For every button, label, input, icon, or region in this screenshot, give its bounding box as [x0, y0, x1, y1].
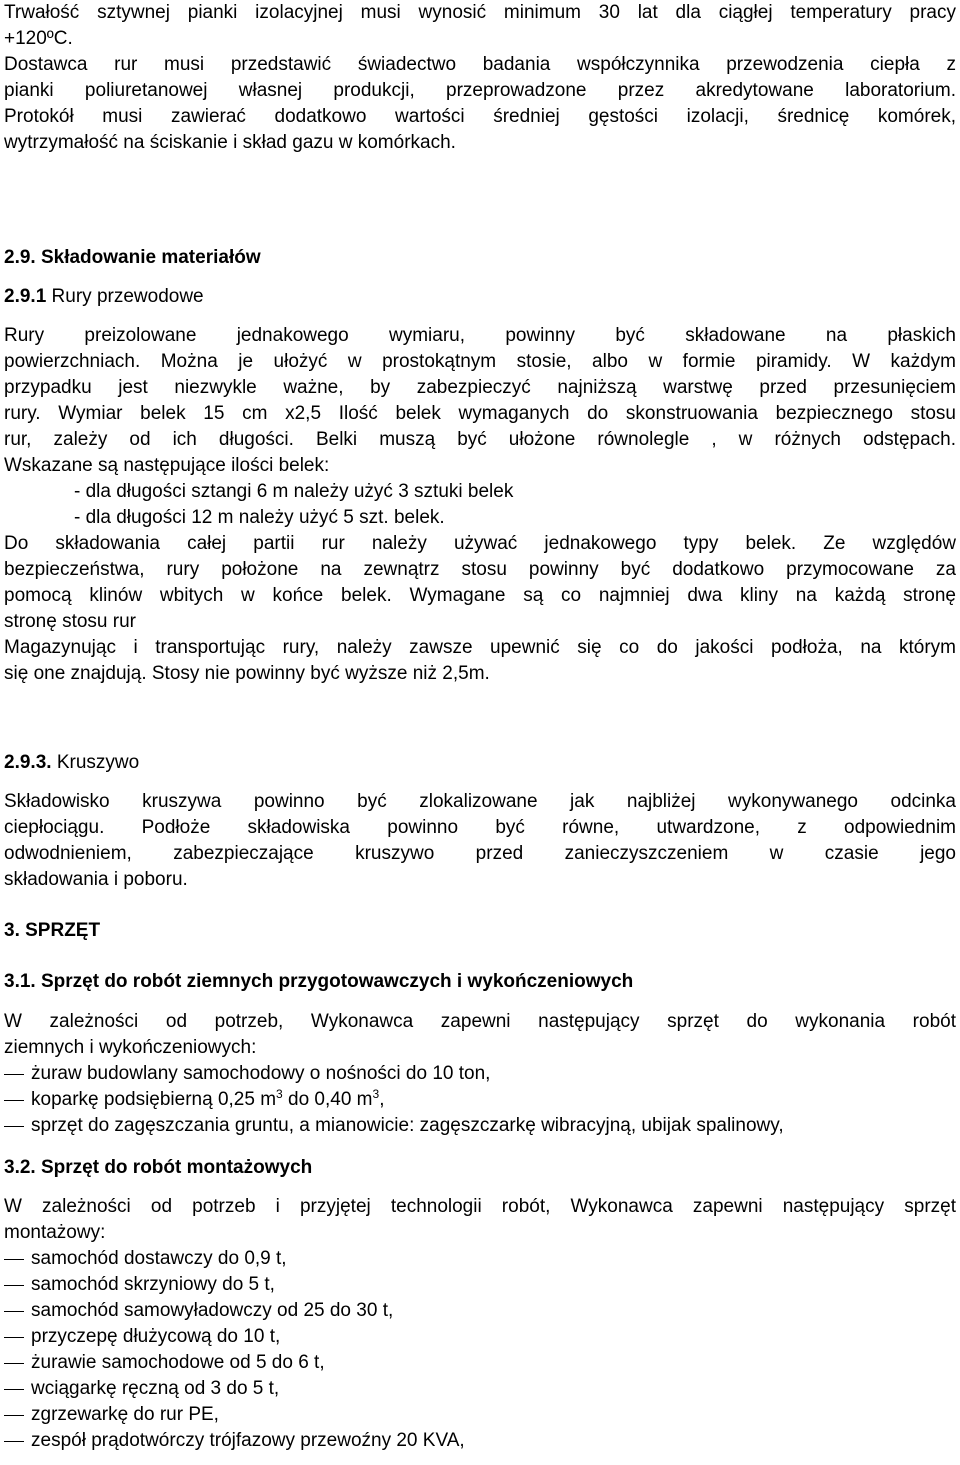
- text-line: W zależności od potrzeb, Wykonawca zapewni następujący sprzęt do wykonania robót: [4, 1011, 956, 1032]
- list-item: [4, 1324, 956, 1350]
- list-item: [4, 1061, 956, 1087]
- text-line: Dostawca rur musi przedstawić świadectwo badania współczynnika przewodzenia ciepła z: [4, 54, 956, 75]
- text-line: W zależności od potrzeb i przyjętej technologii robót, Wykonawca zapewni następujący sprzęt: [4, 1196, 956, 1217]
- text-line: stronę stosu rur: [4, 611, 136, 632]
- text-line: odwodnieniem, zabezpieczające kruszywo przed zanieczyszczeniem w czasie jego: [4, 843, 956, 864]
- text-line: Rury preizolowane jednakowego wymiaru, powinny być składowane na płaskich: [4, 325, 956, 346]
- list-item: - dla długości 12 m należy użyć 5 szt. belek.: [74, 507, 445, 528]
- list-item: [4, 1246, 956, 1272]
- list-item: [4, 1298, 956, 1324]
- section-heading-2-9-3: [4, 750, 956, 776]
- text-line: wytrzymałość na ściskanie i skład gazu w komórkach.: [4, 132, 456, 153]
- list-item: [4, 1376, 956, 1402]
- text-line: Składowisko kruszywa powinno być zlokalizowane jak najbliżej wykonywanego odcinka: [4, 791, 956, 812]
- dash-bullet-icon: [4, 1126, 24, 1127]
- text-line: składowania i poboru.: [4, 869, 188, 890]
- text-line: +120ºC.: [4, 28, 73, 49]
- text-line: Protokół musi zawierać dodatkowo wartości średniej gęstości izolacji, średnicę komórek,: [4, 106, 956, 127]
- section-title: Kruszywo: [51, 752, 140, 773]
- text-line: Trwałość sztywnej pianki izolacyjnej musi wynosić minimum 30 lat dla ciągłej temperatury pracy: [4, 2, 956, 23]
- section-heading-3-2: 3.2. Sprzęt do robót montażowych: [4, 1157, 313, 1178]
- list-item-text: żuraw budowlany samochodowy o nośności do 10 ton,: [31, 1063, 491, 1084]
- text-line: rury. Wymiar belek 15 cm x2,5 Ilość belek wymaganych do skonstruowania bezpiecznego stosu: [4, 403, 956, 424]
- superscript: 3: [372, 1087, 380, 1101]
- list-item: [4, 1428, 956, 1454]
- list-item-text: samochód skrzyniowy do 5 t,: [31, 1274, 275, 1295]
- text-line: pianki poliuretanowej własnej produkcji, przeprowadzone przez akredytowane laboratorium.: [4, 80, 956, 101]
- dash-bullet-icon: [4, 1100, 24, 1101]
- list-item-text: do 0,40 m: [282, 1089, 373, 1110]
- list-item: [4, 1402, 956, 1428]
- text-line: powierzchniach. Można je ułożyć w prostokątnym stosie, albo w formie piramidy. W każdym: [4, 351, 956, 372]
- dash-bullet-icon: [4, 1363, 24, 1364]
- text-line: ziemnych i wykończeniowych:: [4, 1037, 257, 1058]
- paragraph-insulation-durability: [4, 0, 956, 52]
- dash-bullet-icon: [4, 1441, 24, 1442]
- text-line: Magazynując i transportując rury, należy zawsze upewnić się co do jakości podłoża, na którym: [4, 637, 956, 658]
- list-item-text: przyczepę dłużycową do 10 t,: [31, 1326, 281, 1347]
- list-item-text: samochód dostawczy do 0,9 t,: [31, 1248, 287, 1269]
- text-line: się one znajdują. Stosy nie powinny być wyższe niż 2,5m.: [4, 663, 490, 684]
- text-line: Do składowania całej partii rur należy używać jednakowego typy belek. Ze względów: [4, 533, 956, 554]
- list-item-text: ,: [379, 1089, 385, 1110]
- paragraph-aggregate-storage: [4, 789, 956, 893]
- paragraph-supplier-certificate: [4, 52, 956, 156]
- dash-bullet-icon: [4, 1415, 24, 1416]
- dash-bullet-icon: [4, 1259, 24, 1260]
- text-line: przypadku jest niezwykle ważne, by zabezpieczyć najniższą warstwę przed przesunięciem: [4, 377, 956, 398]
- list-item-text: zespół prądotwórczy trójfazowy przewoźny 20 KVA,: [31, 1430, 465, 1451]
- text-line: ciepłociągu. Podłoże składowiska powinno być równe, utwardzone, z odpowiednim: [4, 817, 956, 838]
- dash-bullet-icon: [4, 1389, 24, 1390]
- paragraph-earthworks-equipment: [4, 1009, 956, 1139]
- text-line: rur, zależy od ich długości. Belki muszą być ułożone równolegle , w różnych odstępach.: [4, 429, 956, 450]
- dash-bullet-icon: [4, 1285, 24, 1286]
- paragraph-assembly-equipment: [4, 1194, 956, 1454]
- superscript: 3: [276, 1087, 283, 1101]
- text-line: bezpieczeństwa, rury położone na zewnątrz stosu powinny być dodatkowo przymocowane za: [4, 559, 956, 580]
- list-item: - dla długości sztangi 6 m należy użyć 3 sztuki belek: [74, 481, 514, 502]
- section-number: 2.9.3.: [4, 752, 52, 773]
- section-heading-3: 3. SPRZĘT: [4, 920, 101, 941]
- list-item: [4, 1350, 956, 1376]
- paragraph-pipes-storage: [4, 323, 956, 687]
- section-heading-2-9-1: [4, 284, 956, 310]
- section-title: Rury przewodowe: [46, 286, 204, 307]
- list-item: [4, 1087, 956, 1113]
- list-item-text: koparkę podsiębierną 0,25 m: [31, 1089, 277, 1110]
- section-number: 2.9.1: [4, 286, 47, 307]
- list-item-text: sprzęt do zagęszczania gruntu, a mianowicie: zagęszczarkę wibracyjną, ubijak spalinowy,: [31, 1115, 784, 1136]
- text-line: montażowy:: [4, 1222, 106, 1243]
- dash-bullet-icon: [4, 1337, 24, 1338]
- text-line: pomocą klinów wbitych w końce belek. Wymagane są co najmniej dwa kliny na każdą stronę: [4, 585, 956, 606]
- text-line: Wskazane są następujące ilości belek:: [4, 455, 330, 476]
- list-item-text: żurawie samochodowe od 5 do 6 t,: [31, 1352, 325, 1373]
- list-item-text: zgrzewarkę do rur PE,: [31, 1404, 219, 1425]
- list-item-text: samochód samowyładowczy od 25 do 30 t,: [31, 1300, 394, 1321]
- dash-bullet-icon: [4, 1311, 24, 1312]
- list-item: [4, 1113, 956, 1139]
- list-item-text: wciągarkę ręczną od 3 do 5 t,: [31, 1378, 280, 1399]
- section-heading-3-1: 3.1. Sprzęt do robót ziemnych przygotowawczych i wykończeniowych: [4, 971, 634, 992]
- section-heading-2-9: 2.9. Składowanie materiałów: [4, 247, 261, 268]
- list-item: [4, 1272, 956, 1298]
- dash-bullet-icon: [4, 1074, 24, 1075]
